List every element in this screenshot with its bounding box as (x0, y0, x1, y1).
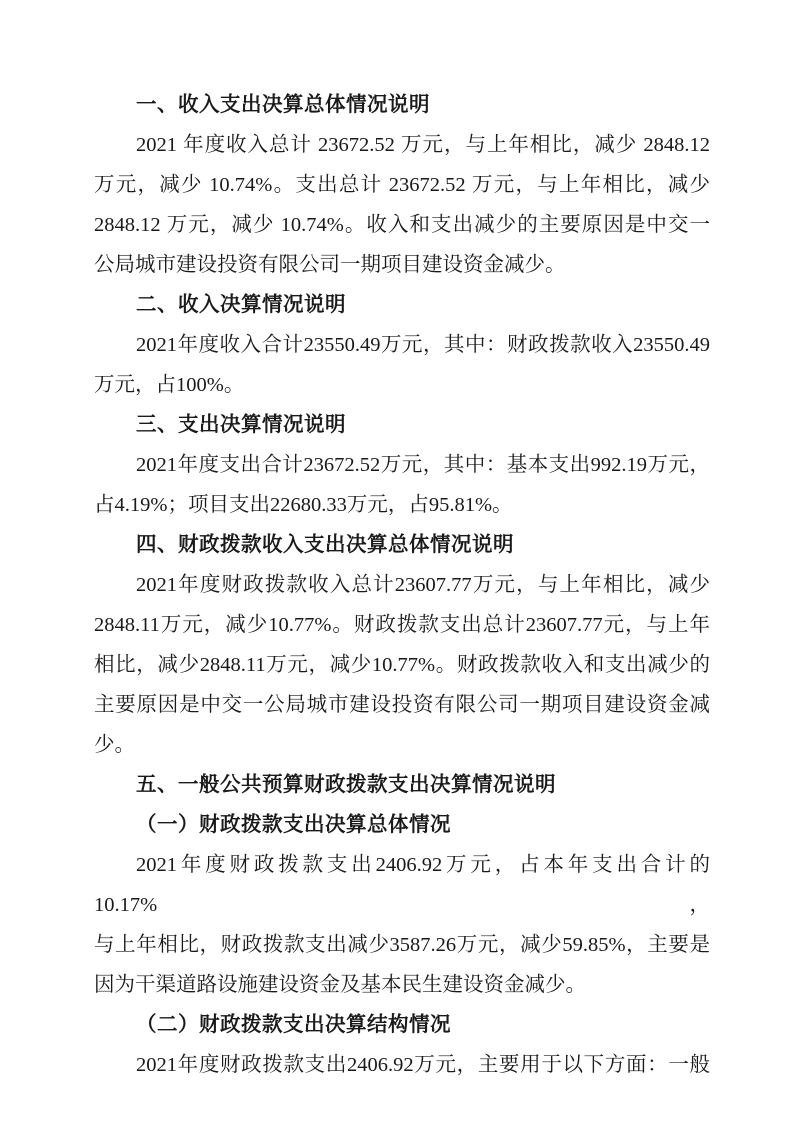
paragraph-line: 2848.11万元，减少10.77%。财政拨款支出总计23607.77元，与上年 (94, 614, 710, 636)
paragraph-line: 2021年度财政拨款收入总计23607.77万元，与上年相比，减少 (136, 574, 710, 596)
paragraph-line: 少。 (94, 734, 135, 756)
paragraph (94, 445, 710, 525)
paragraph (94, 125, 710, 285)
paragraph-line: 因为干渠道路设施建设资金及基本民生建设资金减少。 (94, 974, 586, 996)
paragraph-line: 2021 年度收入总计 23672.52 万元，与上年相比，减少 2848.12 (136, 134, 710, 156)
paragraph-line: 公局城市建设投资有限公司一期项目建设资金减少。 (94, 254, 566, 276)
paragraph-line: 2848.12 万元，减少 10.74%。收入和支出减少的主要原因是中交一 (94, 214, 710, 236)
paragraph-line: 2021年度财政拨款支出2406.92万元，主要用于以下方面：一般 (136, 1054, 710, 1076)
section-heading-1: 一、收入支出决算总体情况说明 (136, 93, 430, 116)
paragraph-line: 相比，减少2848.11万元，减少10.77%。财政拨款收入和支出减少的 (94, 654, 710, 676)
paragraph (94, 565, 710, 765)
paragraph-line: 与上年相比，财政拨款支出减少3587.26万元，减少59.85%，主要是 (94, 934, 710, 956)
paragraph (94, 845, 710, 1005)
paragraph-line: 万元，减少 10.74%。支出总计 23672.52 万元，与上年相比，减少 (94, 174, 710, 196)
paragraph-line: 万元，占100%。 (94, 374, 245, 396)
document-body (94, 85, 710, 1085)
paragraph (94, 325, 710, 405)
paragraph-line: 2021年度支出合计23672.52万元，其中：基本支出992.19万元， (136, 454, 710, 476)
section-heading-4: 四、财政拨款收入支出决算总体情况说明 (136, 533, 514, 556)
section-heading-3: 三、支出决算情况说明 (136, 413, 346, 436)
subsection-heading-5-2: （二）财政拨款支出决算结构情况 (136, 1013, 451, 1036)
paragraph-line: 2021年度收入合计23550.49万元，其中：财政拨款收入23550.49 (136, 334, 710, 356)
section-heading-2: 二、收入决算情况说明 (136, 293, 346, 316)
subsection-heading-5-1: （一）财政拨款支出决算总体情况 (136, 813, 451, 836)
section-heading-5: 五、一般公共预算财政拨款支出决算情况说明 (136, 773, 556, 796)
paragraph-line: 主要原因是中交一公局城市建设投资有限公司一期项目建设资金减 (94, 694, 710, 716)
paragraph (94, 1045, 710, 1085)
paragraph-line: 占4.19%；项目支出22680.33万元，占95.81%。 (94, 494, 513, 516)
paragraph-line: 2021年度财政拨款支出2406.92万元，占本年支出合计的10.17%， (94, 854, 710, 916)
